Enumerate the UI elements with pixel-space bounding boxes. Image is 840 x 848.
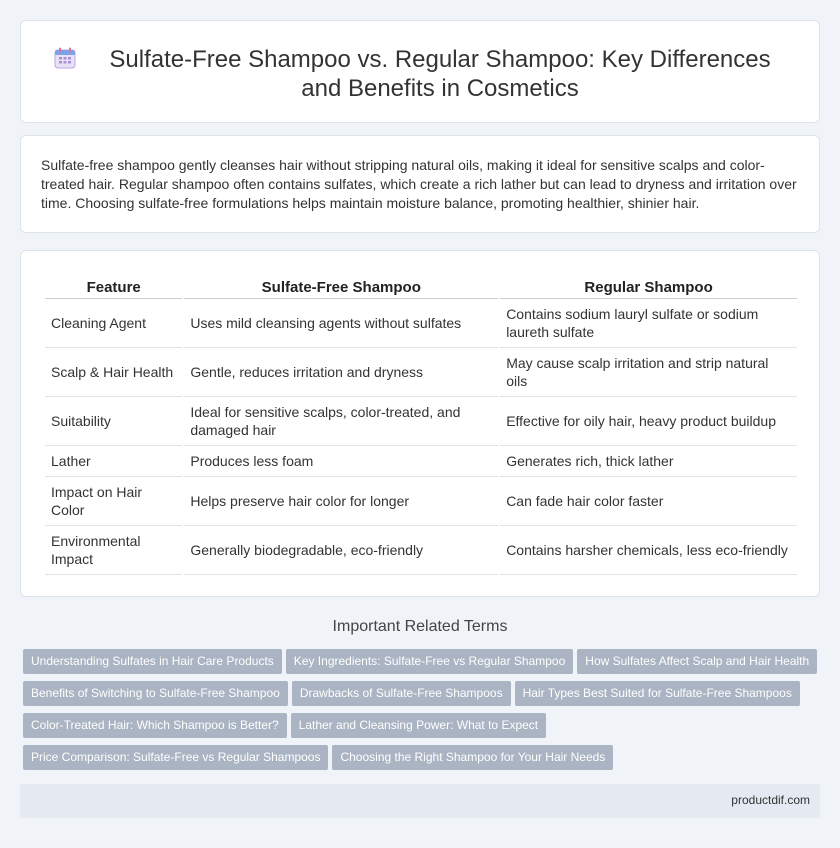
cell-sulfate-free: Ideal for sensitive scalps, color-treated, and damaged hair (184, 397, 498, 446)
cell-feature: Suitability (45, 397, 182, 446)
header-feature: Feature (45, 277, 182, 299)
related-term-tag[interactable]: Lather and Cleansing Power: What to Expect (291, 713, 546, 738)
cell-regular: May cause scalp irritation and strip natural oils (500, 348, 797, 397)
header-regular: Regular Shampoo (500, 277, 797, 299)
related-terms-list (23, 649, 823, 777)
table-row (45, 446, 797, 477)
cell-feature: Lather (45, 446, 182, 477)
table-header-row (45, 277, 797, 299)
footer-site-name[interactable]: productdif.com (731, 793, 810, 807)
comparison-table (43, 277, 799, 575)
related-term-tag[interactable]: Choosing the Right Shampoo for Your Hair Needs (332, 745, 613, 770)
page-title: Sulfate-Free Shampoo vs. Regular Shampoo: Key Differences and Benefits in Cosmetics (109, 46, 771, 102)
header-sulfate-free: Sulfate-Free Shampoo (184, 277, 498, 299)
cell-feature: Environmental Impact (45, 526, 182, 575)
cell-regular: Effective for oily hair, heavy product buildup (500, 397, 797, 446)
cell-feature: Scalp & Hair Health (45, 348, 182, 397)
related-term-tag[interactable]: Color-Treated Hair: Which Shampoo is Better? (23, 713, 287, 738)
related-term-tag[interactable]: Drawbacks of Sulfate-Free Shampoos (292, 681, 511, 706)
related-term-tag[interactable]: Understanding Sulfates in Hair Care Products (23, 649, 282, 674)
intro-paragraph: Sulfate-free shampoo gently cleanses hair without stripping natural oils, making it ideal for sensitive scalps and color-treated hair. Regular shampoo often contains sulfates, which create a rich lather but can lead to dryness and irritation over time. Choosing sulfate-free formulations helps maintain moisture balance, promoting healthier, shinier hair. (41, 157, 797, 211)
related-term-tag[interactable]: Benefits of Switching to Sulfate-Free Shampoo (23, 681, 288, 706)
cell-sulfate-free: Uses mild cleansing agents without sulfates (184, 299, 498, 348)
cell-sulfate-free: Generally biodegradable, eco-friendly (184, 526, 498, 575)
comparison-table-card (20, 250, 820, 597)
footer (20, 784, 820, 818)
related-term-tag[interactable]: How Sulfates Affect Scalp and Hair Health (577, 649, 817, 674)
cell-regular: Generates rich, thick lather (500, 446, 797, 477)
table-row (45, 397, 797, 446)
related-term-tag[interactable]: Key Ingredients: Sulfate-Free vs Regular Shampoo (286, 649, 573, 674)
table-row (45, 477, 797, 526)
table-row (45, 526, 797, 575)
related-term-tag[interactable]: Hair Types Best Suited for Sulfate-Free Shampoos (515, 681, 800, 706)
intro-card (20, 135, 820, 233)
table-row (45, 348, 797, 397)
cell-sulfate-free: Helps preserve hair color for longer (184, 477, 498, 526)
cell-sulfate-free: Produces less foam (184, 446, 498, 477)
header-card (20, 20, 820, 123)
cell-feature: Cleaning Agent (45, 299, 182, 348)
cell-regular: Contains harsher chemicals, less eco-friendly (500, 526, 797, 575)
cell-regular: Can fade hair color faster (500, 477, 797, 526)
table-row (45, 299, 797, 348)
cell-feature: Impact on Hair Color (45, 477, 182, 526)
related-term-tag[interactable]: Price Comparison: Sulfate-Free vs Regular Shampoos (23, 745, 328, 770)
cell-regular: Contains sodium lauryl sulfate or sodium laureth sulfate (500, 299, 797, 348)
cell-sulfate-free: Gentle, reduces irritation and dryness (184, 348, 498, 397)
related-terms-title: Important Related Terms (332, 618, 508, 635)
